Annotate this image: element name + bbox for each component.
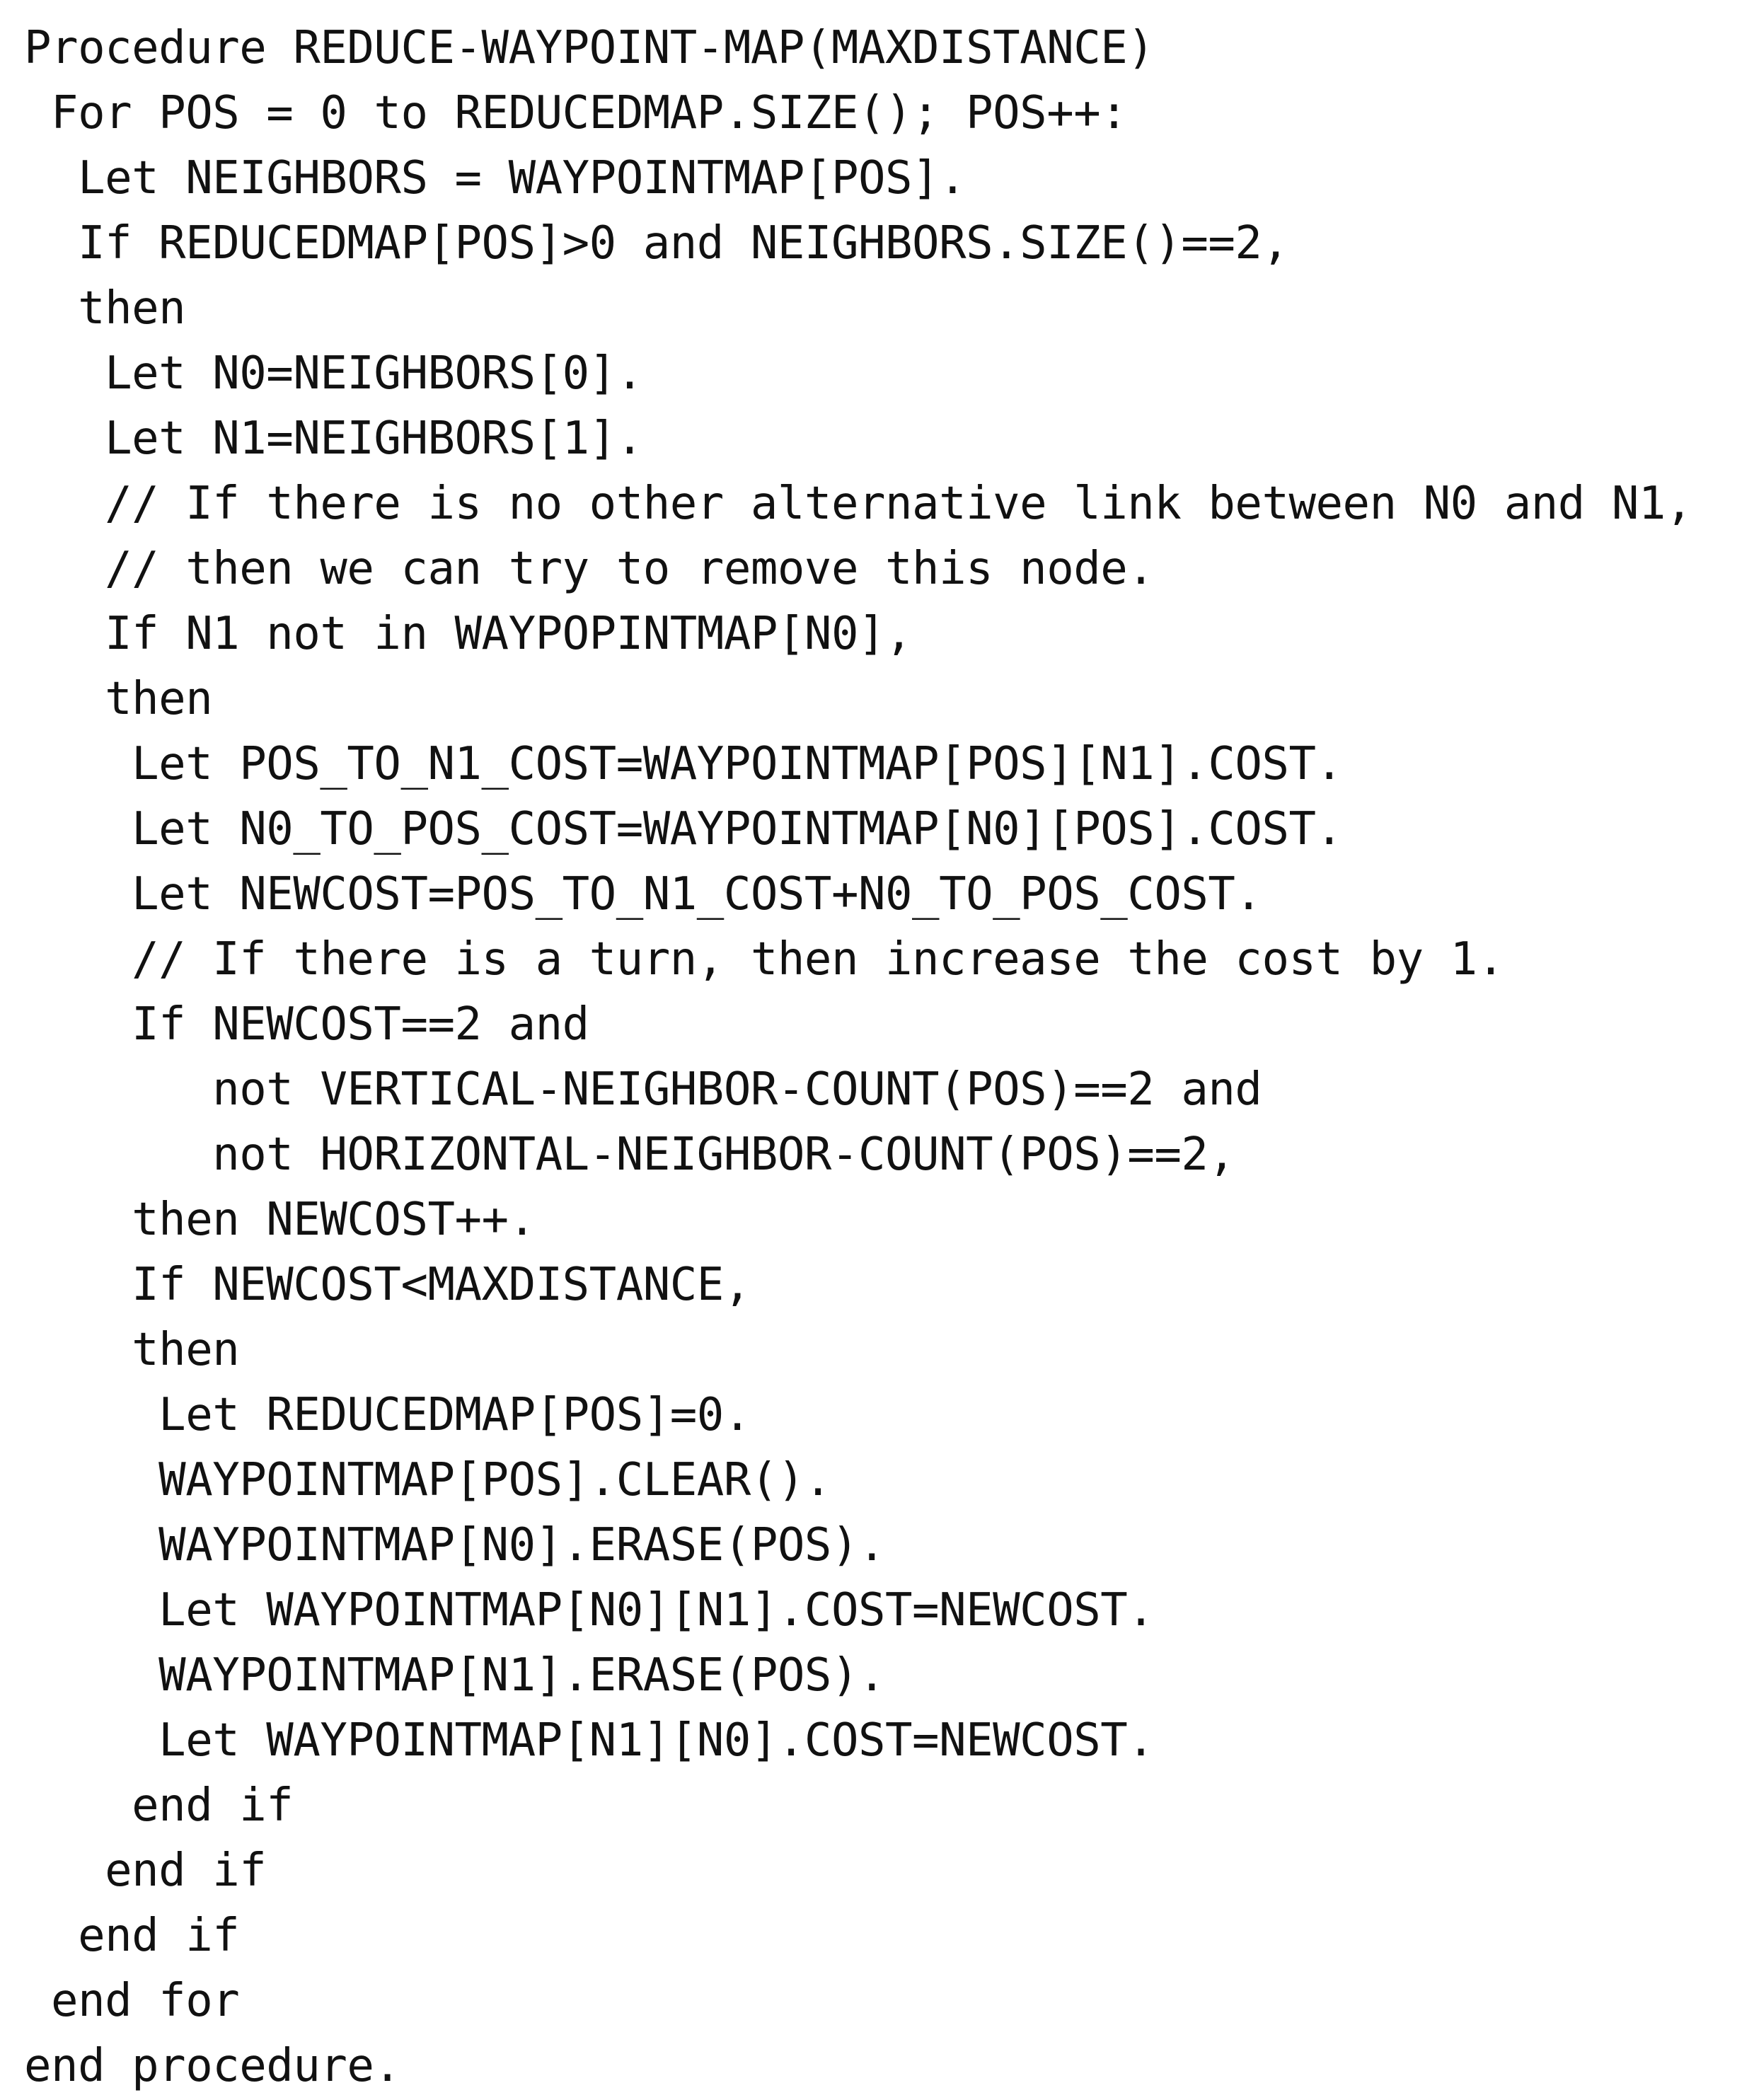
code-line: Let NEIGHBORS = WAYPOINTMAP[POS].: [24, 152, 967, 204]
code-line: then NEWCOST++.: [24, 1194, 536, 1246]
code-line: Let REDUCEDMAP[POS]=0.: [24, 1389, 751, 1441]
code-line: Let WAYPOINTMAP[N1][N0].COST=NEWCOST.: [24, 1714, 1155, 1767]
code-comment: // If there is no other alternative link between N0 and N1,: [24, 478, 1692, 530]
code-line: If REDUCEDMAP[POS]>0 and NEIGHBORS.SIZE()==2,: [24, 217, 1289, 270]
code-line: WAYPOINTMAP[N0].ERASE(POS).: [24, 1519, 885, 1571]
code-comment: // If there is a turn, then increase the cost by 1.: [24, 933, 1504, 986]
code-line: not HORIZONTAL-NEIGHBOR-COUNT(POS)==2,: [24, 1129, 1235, 1181]
code-line: end for: [24, 1975, 240, 2027]
code-line: Let WAYPOINTMAP[N0][N1].COST=NEWCOST.: [24, 1584, 1155, 1637]
code-line: then: [24, 673, 213, 725]
code-line: If NEWCOST<MAXDISTANCE,: [24, 1259, 751, 1311]
code-line: WAYPOINTMAP[POS].CLEAR().: [24, 1454, 831, 1506]
code-line: Let N0=NEIGHBORS[0].: [24, 347, 643, 400]
code-line: Let POS_TO_N1_COST=WAYPOINTMAP[POS][N1].COST.: [24, 738, 1343, 790]
code-line: If N1 not in WAYPOPINTMAP[N0],: [24, 608, 913, 660]
code-line: then: [24, 1324, 240, 1376]
code-line: Let NEWCOST=POS_TO_N1_COST+N0_TO_POS_COST.: [24, 868, 1262, 921]
code-line: end if: [24, 1779, 294, 1832]
code-line: Let N1=NEIGHBORS[1].: [24, 412, 643, 465]
code-line: end if: [24, 1845, 267, 1897]
code-line: Let N0_TO_POS_COST=WAYPOINTMAP[N0][POS].COST.: [24, 803, 1343, 855]
code-line: If NEWCOST==2 and: [24, 998, 589, 1051]
code-line: For POS = 0 to REDUCEDMAP.SIZE(); POS++:: [24, 87, 1128, 139]
code-line: then: [24, 282, 186, 335]
code-line: end if: [24, 1910, 240, 1962]
code-line: not VERTICAL-NEIGHBOR-COUNT(POS)==2 and: [24, 1063, 1262, 1116]
code-comment: // then we can try to remove this node.: [24, 543, 1155, 595]
code-line: end procedure.: [24, 2040, 401, 2092]
code-line: WAYPOINTMAP[N1].ERASE(POS).: [24, 1649, 885, 1702]
code-line: Procedure REDUCE-WAYPOINT-MAP(MAXDISTANCE): [24, 22, 1155, 74]
